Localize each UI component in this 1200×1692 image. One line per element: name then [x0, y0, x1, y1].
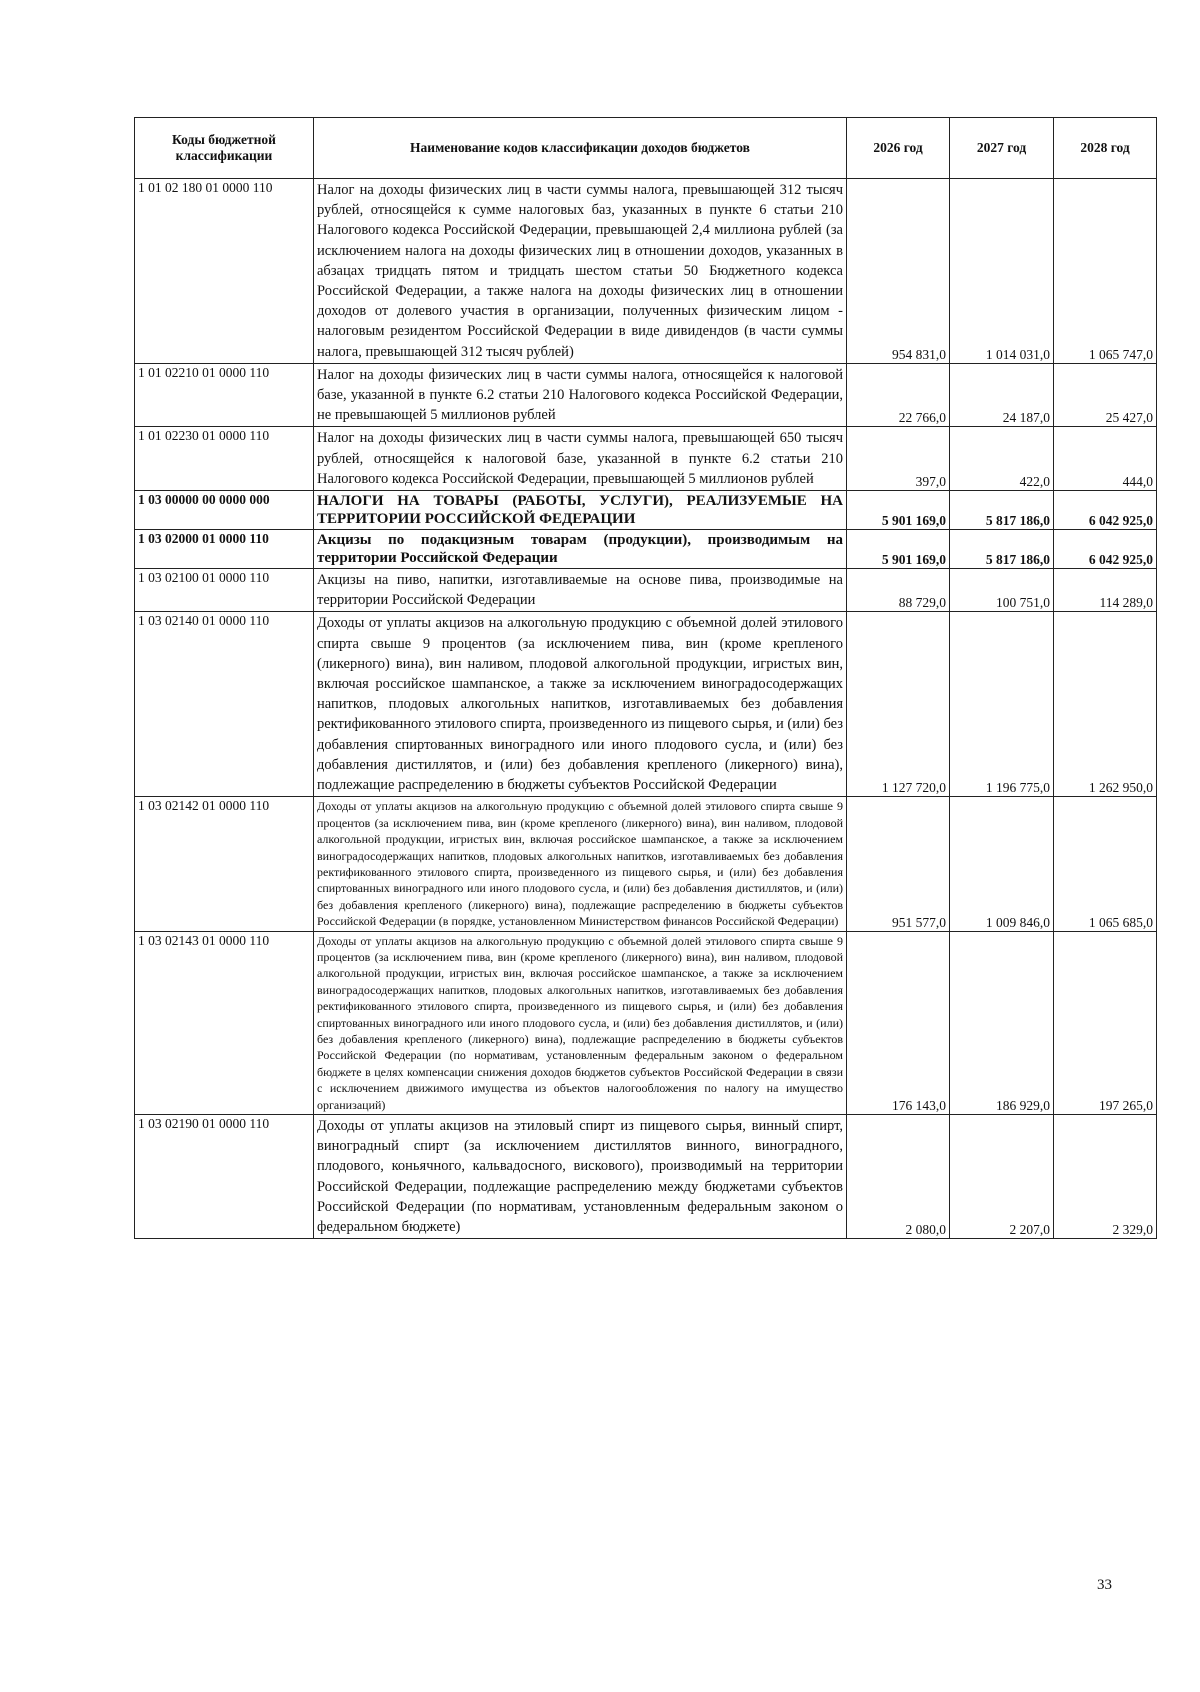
- table-row: [135, 179, 1157, 364]
- budget-revenue-table: [134, 117, 1157, 1239]
- row-value-2027: 100 751,0: [950, 569, 1054, 612]
- row-value-2026: 5 901 169,0: [847, 530, 950, 569]
- table-row: [135, 427, 1157, 491]
- row-name: Акцизы на пиво, напитки, изготавливаемые на основе пива, производимые на территории Российской Федерации: [314, 569, 847, 612]
- header-code: Коды бюджетной классификации: [135, 118, 314, 179]
- page-number: 33: [1097, 1577, 1112, 1593]
- row-value-2026: 954 831,0: [847, 179, 950, 364]
- row-value-2028: 6 042 925,0: [1054, 530, 1157, 569]
- row-value-2026: 88 729,0: [847, 569, 950, 612]
- row-value-2027: 1 009 846,0: [950, 797, 1054, 931]
- row-value-2028: 197 265,0: [1054, 931, 1157, 1114]
- table-row: [135, 1115, 1157, 1239]
- row-value-2027: 422,0: [950, 427, 1054, 491]
- table-row-subsection: [135, 530, 1157, 569]
- table-row: [135, 797, 1157, 931]
- row-code: 1 03 02142 01 0000 110: [135, 797, 314, 931]
- row-code: 1 03 02143 01 0000 110: [135, 931, 314, 1114]
- row-name: Доходы от уплаты акцизов на алкогольную продукцию с объемной долей этилового спирта свыше 9 процентов (за исключением пива, вин (кроме крепленого (ликерного) вина), вин наливом, плодовой алкогольной продукции, игристых вин, включая российское шампанское, а также за исключением виноградосодержащих напитков, плодовых алкогольных напитков, изготавливаемых без добавления ректификованного этилового спирта, произведенного из пищевого сырья, и (или) без добавления спиртованных виноградного или иного плодового сусла, и (или) без добавления дистиллятов, и (или) без добавления крепленого (ликерного) вина), подлежащие распределению в бюджеты субъектов Российской Федерации: [314, 612, 847, 797]
- row-value-2028: 1 065 747,0: [1054, 179, 1157, 364]
- row-name: Налог на доходы физических лиц в части суммы налога, превышающей 312 тысяч рублей, относящейся к сумме налоговых баз, указанных в пункте 6 статьи 210 Налогового кодекса Российской Федерации, превышающей 2,4 миллиона рублей (за исключением налога на доходы физических лиц в отношении доходов, указанных в абзацах тридцать пятом и тридцать шестом статьи 50 Бюджетного кодекса Российской Федерации, а также налога на доходы физических лиц в отношении доходов от долевого участия в организации, полученных физическим лицом - налоговым резидентом Российской Федерации в виде дивидендов (в части суммы налога, превышающей 312 тысяч рублей): [314, 179, 847, 364]
- row-name: Акцизы по подакцизным товарам (продукции), производимым на территории Российской Федерации: [314, 530, 847, 569]
- header-2027: 2027 год: [950, 118, 1054, 179]
- row-value-2026: 5 901 169,0: [847, 491, 950, 530]
- row-code: 1 01 02 180 01 0000 110: [135, 179, 314, 364]
- row-value-2026: 2 080,0: [847, 1115, 950, 1239]
- row-value-2027: 2 207,0: [950, 1115, 1054, 1239]
- row-value-2026: 951 577,0: [847, 797, 950, 931]
- row-code: 1 03 00000 00 0000 000: [135, 491, 314, 530]
- row-value-2028: 6 042 925,0: [1054, 491, 1157, 530]
- header-2028: 2028 год: [1054, 118, 1157, 179]
- row-name: НАЛОГИ НА ТОВАРЫ (РАБОТЫ, УСЛУГИ), РЕАЛИЗУЕМЫЕ НА ТЕРРИТОРИИ РОССИЙСКОЙ ФЕДЕРАЦИИ: [314, 491, 847, 530]
- row-value-2026: 22 766,0: [847, 363, 950, 427]
- row-value-2026: 397,0: [847, 427, 950, 491]
- table-header-row: [135, 118, 1157, 179]
- row-value-2028: 1 262 950,0: [1054, 612, 1157, 797]
- row-value-2027: 24 187,0: [950, 363, 1054, 427]
- row-name: Налог на доходы физических лиц в части суммы налога, относящейся к налоговой базе, указанной в пункте 6.2 статьи 210 Налогового кодекса Российской Федерации, не превышающей 5 миллионов рублей: [314, 363, 847, 427]
- row-value-2028: 25 427,0: [1054, 363, 1157, 427]
- row-name: Доходы от уплаты акцизов на алкогольную продукцию с объемной долей этилового спирта свыше 9 процентов (за исключением пива, вин (кроме крепленого (ликерного) вина), вин наливом, плодовой алкогольной продукции, игристых вин, включая российское шампанское, а также за исключением виноградосодержащих напитков, плодовых алкогольных напитков, изготавливаемых без добавления ректификованного этилового спирта, произведенного из пищевого сырья, и (или) без добавления спиртованных виноградного или иного плодового сусла, и (или) без добавления дистиллятов, и (или) без добавления крепленого (ликерного) вина), подлежащие распределению в бюджеты субъектов Российской Федерации (по нормативам, установленным федеральным законом о федеральном бюджете в целях компенсации снижения доходов бюджетов субъектов Российской Федерации в связи с исключением движимого имущества из объектов налогообложения по налогу на имущество организаций): [314, 931, 847, 1114]
- row-code: 1 03 02190 01 0000 110: [135, 1115, 314, 1239]
- row-value-2027: 186 929,0: [950, 931, 1054, 1114]
- table-row-section: [135, 491, 1157, 530]
- row-value-2027: 5 817 186,0: [950, 491, 1054, 530]
- row-code: 1 03 02000 01 0000 110: [135, 530, 314, 569]
- table-row: [135, 363, 1157, 427]
- row-value-2026: 176 143,0: [847, 931, 950, 1114]
- row-value-2027: 5 817 186,0: [950, 530, 1054, 569]
- table-row: [135, 931, 1157, 1114]
- row-code: 1 01 02210 01 0000 110: [135, 363, 314, 427]
- table-row: [135, 612, 1157, 797]
- row-value-2027: 1 014 031,0: [950, 179, 1054, 364]
- row-code: 1 03 02140 01 0000 110: [135, 612, 314, 797]
- row-name: Налог на доходы физических лиц в части суммы налога, превышающей 650 тысяч рублей, относящейся к налоговой базе, указанной в пункте 6.2 статьи 210 Налогового кодекса Российской Федерации, превышающей 5 миллионов рублей: [314, 427, 847, 491]
- row-value-2028: 444,0: [1054, 427, 1157, 491]
- row-code: 1 03 02100 01 0000 110: [135, 569, 314, 612]
- table-row: [135, 569, 1157, 612]
- row-value-2026: 1 127 720,0: [847, 612, 950, 797]
- row-value-2028: 2 329,0: [1054, 1115, 1157, 1239]
- row-value-2027: 1 196 775,0: [950, 612, 1054, 797]
- row-name: Доходы от уплаты акцизов на этиловый спирт из пищевого сырья, винный спирт, виноградный спирт (за исключением дистиллятов винного, виноградного, плодового, коньячного, кальвадосного, вискового), производимый на территории Российской Федерации, подлежащие распределению между бюджетами субъектов Российской Федерации (по нормативам, установленным федеральным законом о федеральном бюджете): [314, 1115, 847, 1239]
- row-name: Доходы от уплаты акцизов на алкогольную продукцию с объемной долей этилового спирта свыше 9 процентов (за исключением пива, вин (кроме крепленого (ликерного) вина), вин наливом, плодовой алкогольной продукции, игристых вин, включая российское шампанское, а также за исключением виноградосодержащих напитков, плодовых алкогольных напитков, изготавливаемых без добавления ректификованного этилового спирта, произведенного из пищевого сырья, и (или) без добавления спиртованных виноградного или иного плодового сусла, и (или) без добавления дистиллятов, и (или) без добавления крепленого (ликерного) вина), подлежащие распределению в бюджеты субъектов Российской Федерации (в порядке, установленном Министерством финансов Российской Федерации): [314, 797, 847, 931]
- budget-table-container: [134, 117, 1156, 1239]
- row-value-2028: 114 289,0: [1054, 569, 1157, 612]
- row-code: 1 01 02230 01 0000 110: [135, 427, 314, 491]
- header-name: Наименование кодов классификации доходов бюджетов: [314, 118, 847, 179]
- header-2026: 2026 год: [847, 118, 950, 179]
- row-value-2028: 1 065 685,0: [1054, 797, 1157, 931]
